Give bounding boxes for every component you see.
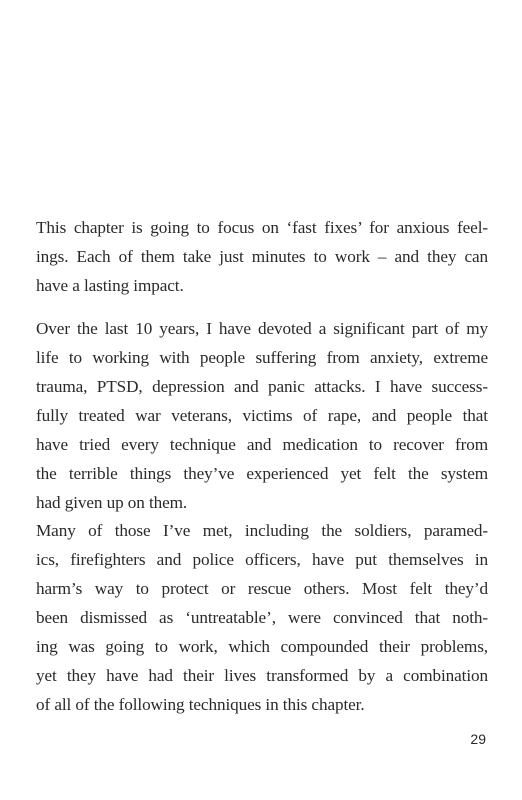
paragraph-line: have a lasting impact. (36, 276, 184, 295)
paragraph-3 (36, 516, 488, 719)
paragraph-line: the terrible things they’ve experienced yet felt the system (36, 464, 488, 483)
paragraph-line: have tried every technique and medication to recover from (36, 435, 488, 454)
paragraph-line: Over the last 10 years, I have devoted a significant part of my (36, 319, 488, 338)
paragraph-line: Many of those I’ve met, including the soldiers, paramed- (36, 521, 488, 540)
paragraph-line: ing was going to work, which compounded their problems, (36, 637, 488, 656)
paragraph-line: trauma, PTSD, depression and panic attacks. I have success- (36, 377, 488, 396)
paragraph-line: had given up on them. (36, 493, 188, 512)
paragraph-line: This chapter is going to focus on ‘fast fixes’ for anxious feel- (36, 218, 488, 237)
paragraph-line: yet they have had their lives transformed by a combination (36, 666, 488, 685)
paragraph-line: ings. Each of them take just minutes to work – and they can (36, 247, 488, 266)
paragraph-line: life to working with people suffering from anxiety, extreme (36, 348, 488, 367)
paragraph-1 (36, 213, 488, 300)
paragraph-line: harm’s way to protect or rescue others. Most felt they’d (36, 579, 488, 598)
paragraph-line: of all of the following techniques in this chapter. (36, 695, 365, 714)
paragraph-line: been dismissed as ‘untreatable’, were convinced that noth- (36, 608, 488, 627)
paragraph-line: fully treated war veterans, victims of rape, and people that (36, 406, 488, 425)
paragraph-line: ics, firefighters and police officers, have put themselves in (36, 550, 488, 569)
paragraph-2 (36, 314, 488, 517)
page-number: 29 (470, 731, 486, 747)
